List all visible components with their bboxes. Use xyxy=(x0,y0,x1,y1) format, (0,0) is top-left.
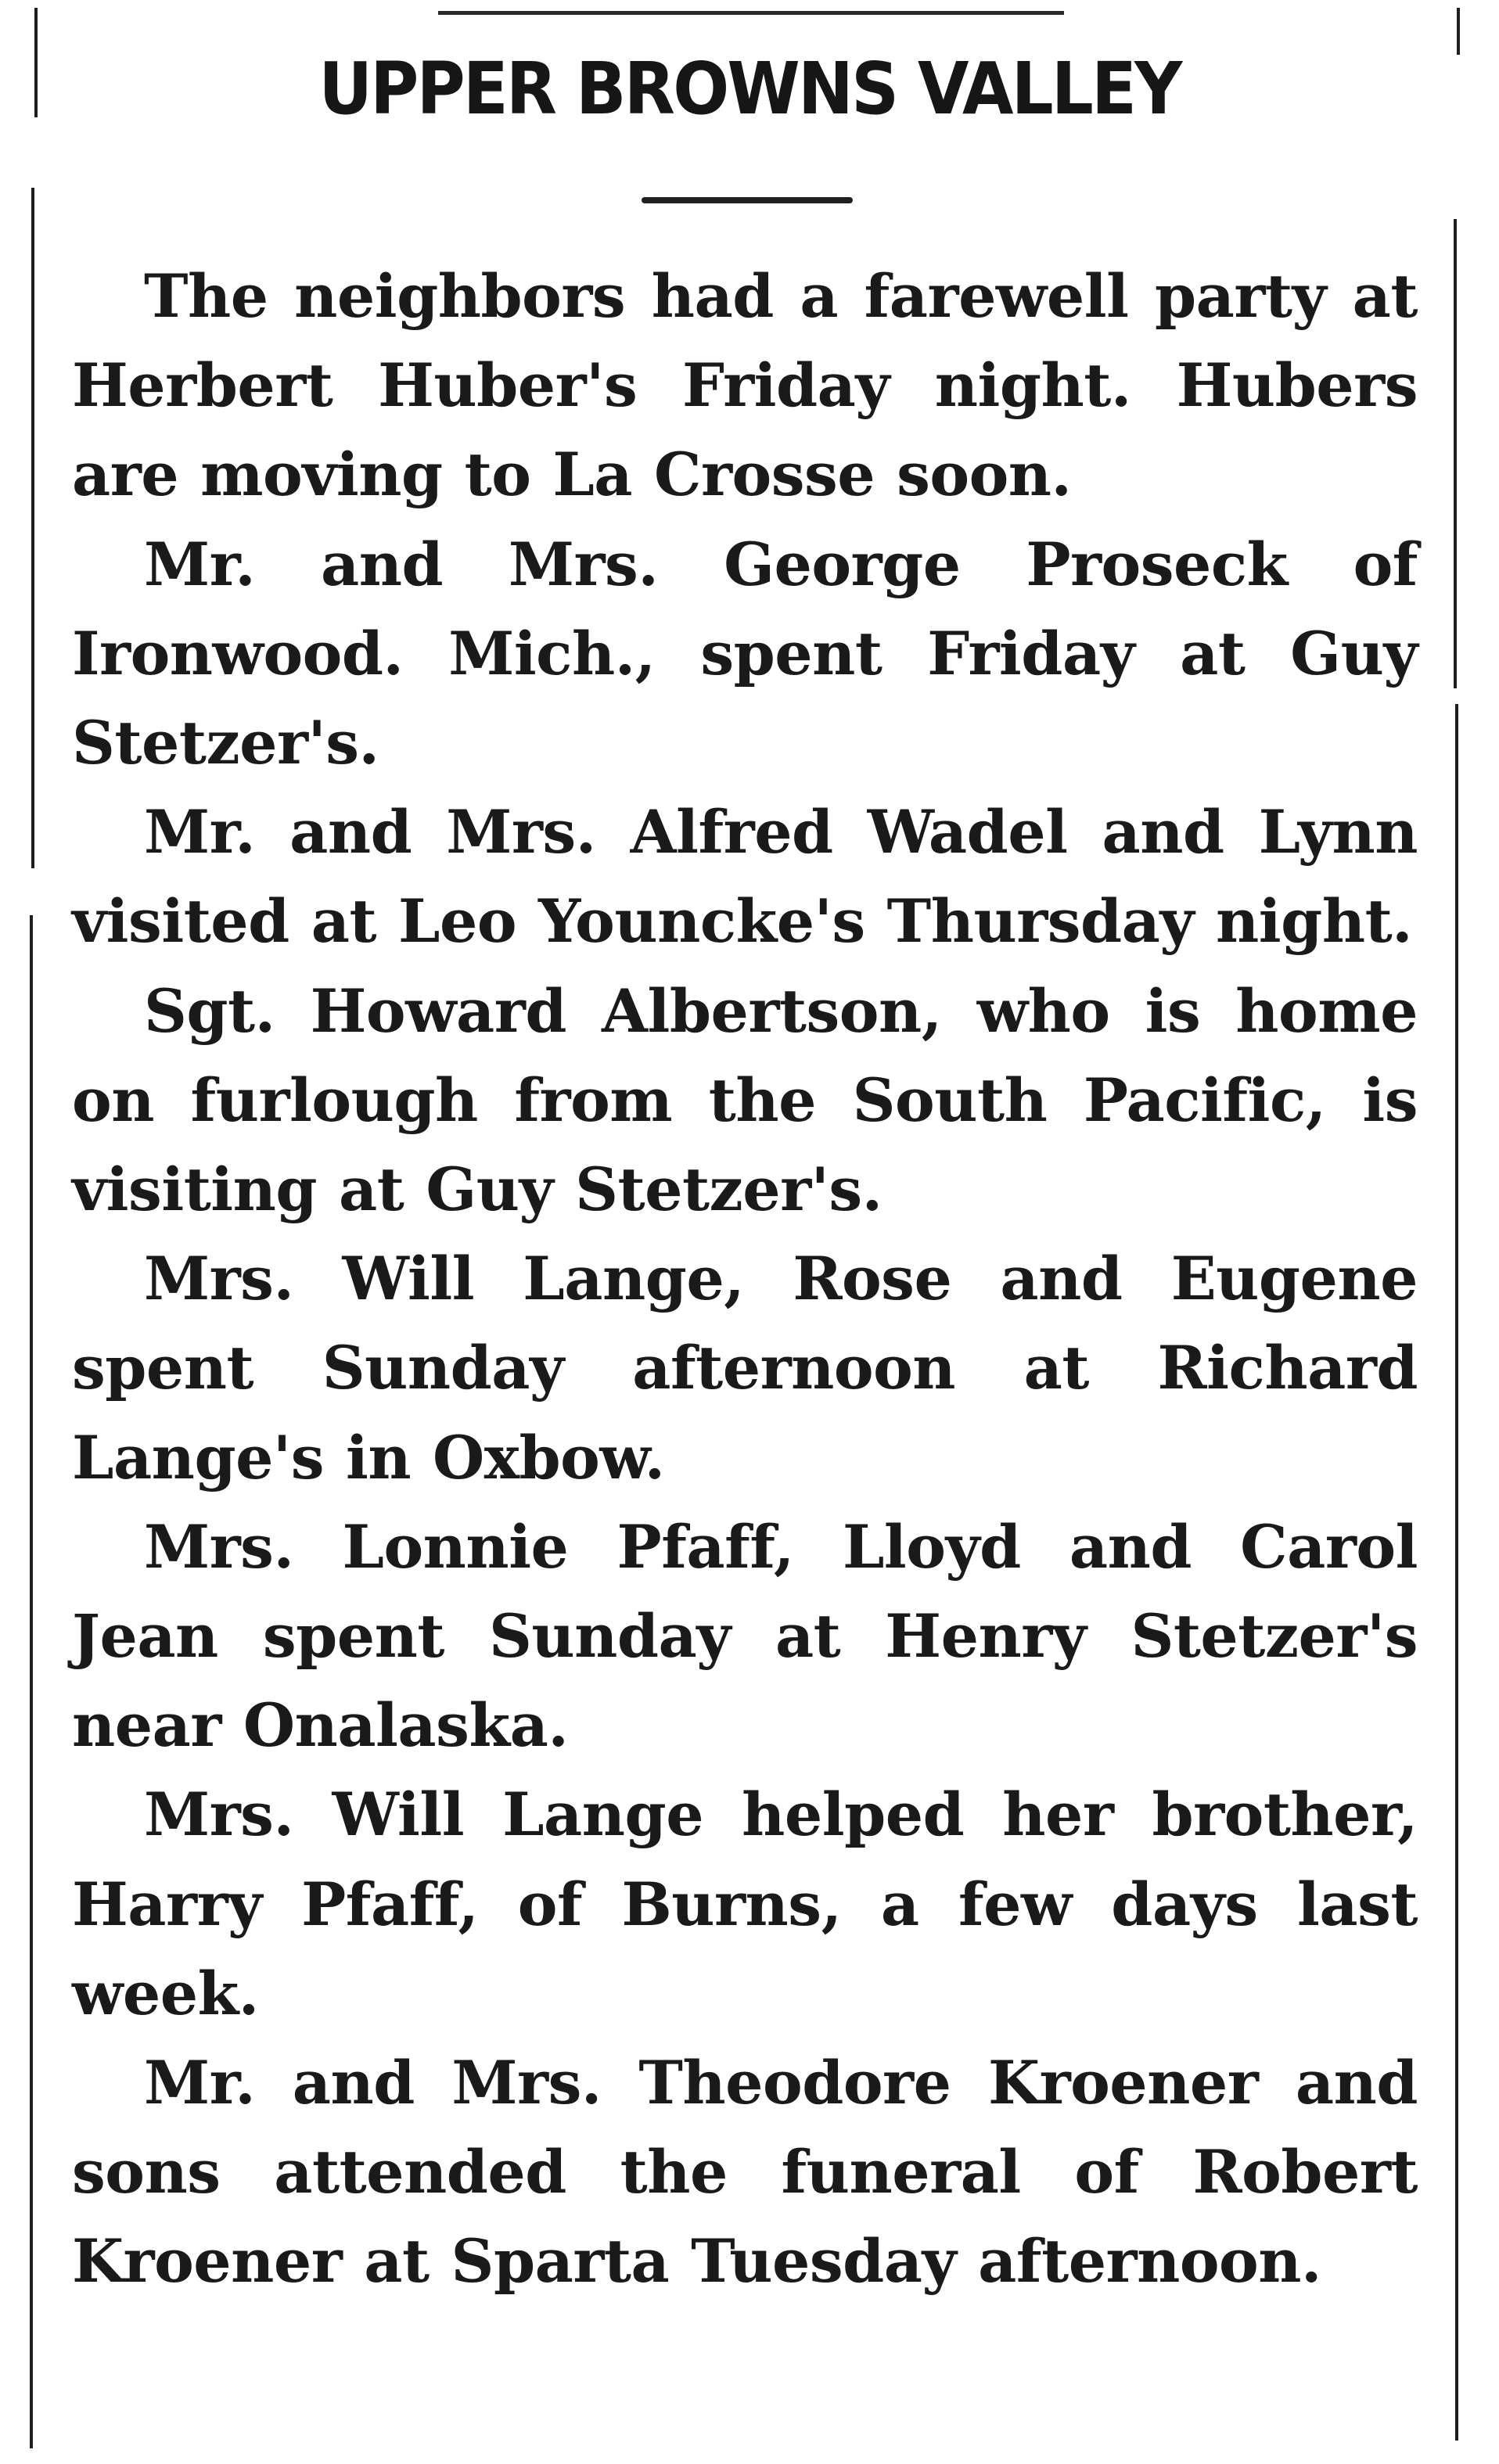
column-rule-right xyxy=(1454,219,1457,688)
headline-dash xyxy=(642,197,853,203)
column-rule-left xyxy=(30,915,33,2448)
article-paragraph: Mrs. Will Lange helped her brother, Harry Pfaff, of Burns, a few days last week. xyxy=(72,1780,1418,2028)
article-paragraph: The neighbors had a farewell party at Herbert Huber's Friday night. Hubers are moving to La Crosse soon. xyxy=(72,261,1418,510)
column-rule-right xyxy=(1455,704,1458,2441)
headline: UPPER BROWNS VALLEY xyxy=(318,47,1181,131)
article-body xyxy=(72,252,1418,2307)
article-paragraph: Sgt. Howard Albertson, who is home on furlough from the South Pacific, is visiting at Guy Stetzer's. xyxy=(72,975,1418,1225)
column-rule-left xyxy=(31,188,34,868)
column-rule-right xyxy=(1457,8,1460,55)
article-paragraph: Mrs. Will Lange, Rose and Eugene spent Sunday afternoon at Richard Lange's in Oxbow. xyxy=(72,1244,1418,1492)
article-paragraph: Mr. and Mrs. Theodore Kroener and sons attended the funeral of Robert Kroener at Sparta Tuesday afternoon. xyxy=(72,2048,1418,2297)
top-rule xyxy=(438,11,1064,15)
article-paragraph: Mr. and Mrs. Alfred Wadel and Lynn visited at Leo Youncke's Thursday night. xyxy=(72,797,1418,957)
column-rule-left xyxy=(34,8,38,117)
article-paragraph: Mr. and Mrs. George Proseck of Ironwood. Mich., spent Friday at Guy Stetzer's. xyxy=(72,529,1418,778)
article-paragraph: Mrs. Lonnie Pfaff, Lloyd and Carol Jean spent Sunday at Henry Stetzer's near Onalaska. xyxy=(72,1511,1418,1761)
